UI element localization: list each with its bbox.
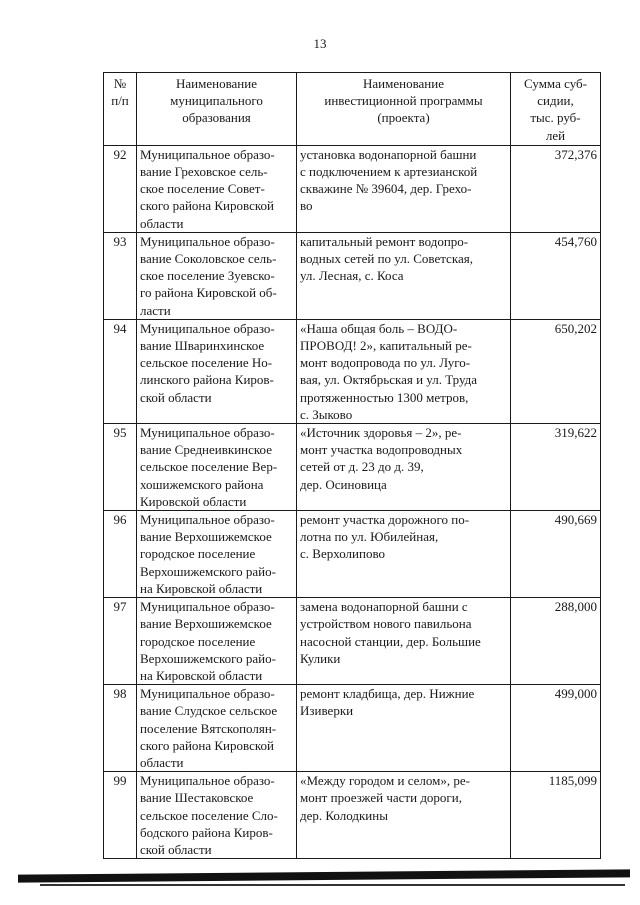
text-line: ское поселение Зуевско-: [140, 268, 275, 284]
text-line: вание Соколовское сель-: [140, 251, 277, 267]
text-line: поселение Вятскополян-: [140, 720, 277, 736]
table-row: [104, 424, 601, 511]
text-line: вание Греховское сель-: [140, 164, 268, 180]
table-row: [104, 145, 601, 232]
text-line: области: [140, 754, 184, 770]
text-line: (проекта): [377, 110, 430, 126]
text-line: сельское поселение Вер-: [140, 459, 278, 475]
header-sum: [511, 73, 601, 146]
text-line: ской области: [140, 841, 212, 857]
text-line: Кулики: [300, 650, 341, 666]
subsidy-amount: 499,000: [511, 685, 601, 772]
text-line: на Кировской области: [140, 580, 263, 596]
table-row: [104, 511, 601, 598]
text-line: Муниципальное образо-: [140, 146, 275, 162]
program-cell: [297, 772, 511, 859]
row-number: 96: [104, 511, 137, 598]
table-row: [104, 232, 601, 319]
text-line: дер. Колодкины: [300, 807, 388, 823]
text-line: Верхошижемского райо-: [140, 563, 276, 579]
footer-rule-thin: [40, 884, 625, 886]
text-line: Наименование: [176, 76, 257, 91]
text-line: на Кировской области: [140, 667, 263, 683]
text-line: «Между городом и селом», ре-: [300, 773, 470, 789]
text-line: сидии,: [537, 93, 574, 109]
text-line: ское поселение Совет-: [140, 181, 265, 197]
text-line: водных сетей по ул. Советская,: [300, 251, 473, 267]
program-cell: [297, 232, 511, 319]
subsidy-table: [103, 72, 601, 859]
text-line: вание Верхошижемское: [140, 616, 272, 632]
subsidy-amount: 1185,099: [511, 772, 601, 859]
text-line: лей: [545, 127, 566, 143]
text-line: Муниципальное образо-: [140, 320, 275, 336]
text-line: Изиверки: [300, 703, 354, 719]
text-line: во: [300, 198, 313, 214]
text-line: Сумма суб-: [524, 76, 587, 91]
text-line: образования: [182, 110, 251, 126]
text-line: ласти: [140, 302, 171, 318]
row-number: 97: [104, 598, 137, 685]
subsidy-amount: 650,202: [511, 319, 601, 423]
text-line: Кировской области: [140, 493, 247, 509]
text-line: городское поселение: [140, 546, 256, 562]
text-line: Муниципальное образо-: [140, 233, 275, 249]
program-cell: [297, 145, 511, 232]
table-row: [104, 685, 601, 772]
table-row: [104, 319, 601, 423]
text-line: вание Шваринхинское: [140, 338, 265, 354]
text-line: го района Кировской об-: [140, 285, 277, 301]
text-line: насосной станции, дер. Большие: [300, 633, 481, 649]
subsidy-amount: 454,760: [511, 232, 601, 319]
text-line: «Источник здоровья – 2», ре-: [300, 425, 462, 441]
table-body: [104, 145, 601, 858]
program-cell: [297, 511, 511, 598]
text-line: установка водонапорной башни: [300, 146, 477, 162]
municipality-cell: [137, 511, 297, 598]
text-line: ского района Кировской: [140, 737, 274, 753]
text-line: скважине № 39604, дер. Грехо-: [300, 181, 472, 197]
text-line: протяженностью 1300 метров,: [300, 389, 469, 405]
text-line: инвестиционной программы: [324, 93, 483, 109]
text-line: вание Слудское сельское: [140, 703, 278, 719]
text-line: хошижемского района: [140, 476, 264, 492]
footer-rule: [18, 869, 630, 882]
text-line: с подключением к артезианской: [300, 164, 478, 180]
table-row: [104, 598, 601, 685]
row-number: 99: [104, 772, 137, 859]
text-line: сетей от д. 23 до д. 39,: [300, 459, 424, 475]
text-line: ПРОВОД! 2», капитальный ре-: [300, 338, 472, 354]
text-line: муниципального: [170, 93, 263, 109]
text-line: монт участка водопроводных: [300, 442, 463, 458]
text-line: Муниципальное образо-: [140, 425, 275, 441]
text-line: п/п: [111, 93, 129, 109]
municipality-cell: [137, 319, 297, 423]
text-line: капитальный ремонт водопро-: [300, 233, 469, 249]
header-num: [104, 73, 137, 146]
municipality-cell: [137, 232, 297, 319]
header-municipality: [137, 73, 297, 146]
header-program: [297, 73, 511, 146]
text-line: лотна по ул. Юбилейная,: [300, 529, 439, 545]
row-number: 92: [104, 145, 137, 232]
municipality-cell: [137, 772, 297, 859]
text-line: №: [113, 76, 127, 91]
row-number: 94: [104, 319, 137, 423]
text-line: бодского района Киров-: [140, 824, 273, 840]
page-number: 13: [313, 36, 327, 51]
text-line: вая, ул. Октябрьская и ул. Труда: [300, 372, 478, 388]
text-line: ремонт участка дорожного по-: [300, 512, 470, 528]
text-line: Муниципальное образо-: [140, 773, 275, 789]
text-line: Муниципальное образо-: [140, 686, 275, 702]
text-line: Муниципальное образо-: [140, 512, 275, 528]
program-cell: [297, 319, 511, 423]
subsidy-amount: 372,376: [511, 145, 601, 232]
row-number: 93: [104, 232, 137, 319]
text-line: городское поселение: [140, 633, 256, 649]
text-line: ремонт кладбища, дер. Нижние: [300, 686, 475, 702]
text-line: замена водонапорной башни с: [300, 599, 468, 615]
text-line: «Наша общая боль – ВОДО-: [300, 320, 458, 336]
program-cell: [297, 598, 511, 685]
text-line: области: [140, 215, 184, 231]
text-line: сельское поселение Сло-: [140, 807, 278, 823]
text-line: вание Шестаковское: [140, 790, 254, 806]
row-number: 95: [104, 424, 137, 511]
program-cell: [297, 685, 511, 772]
text-line: Наименование: [363, 76, 444, 91]
text-line: ул. Лесная, с. Коса: [300, 268, 404, 284]
subsidy-amount: 288,000: [511, 598, 601, 685]
text-line: линского района Киров-: [140, 372, 274, 388]
text-line: устройством нового павильона: [300, 616, 472, 632]
row-number: 98: [104, 685, 137, 772]
text-line: дер. Осиновица: [300, 476, 387, 492]
text-line: вание Среднеивкинское: [140, 442, 272, 458]
municipality-cell: [137, 685, 297, 772]
text-line: монт проезжей части дороги,: [300, 790, 462, 806]
text-line: вание Верхошижемское: [140, 529, 272, 545]
text-line: тыс. руб-: [530, 110, 581, 126]
text-line: ского района Кировской: [140, 198, 274, 214]
text-line: с. Зыково: [300, 406, 353, 422]
municipality-cell: [137, 424, 297, 511]
text-line: сельское поселение Но-: [140, 355, 273, 371]
table-row: [104, 772, 601, 859]
table-header-row: [104, 73, 601, 146]
program-cell: [297, 424, 511, 511]
text-line: монт водопровода по ул. Луго-: [300, 355, 471, 371]
subsidy-amount: 319,622: [511, 424, 601, 511]
text-line: с. Верхолипово: [300, 546, 385, 562]
municipality-cell: [137, 145, 297, 232]
text-line: ской области: [140, 389, 212, 405]
text-line: Муниципальное образо-: [140, 599, 275, 615]
municipality-cell: [137, 598, 297, 685]
subsidy-amount: 490,669: [511, 511, 601, 598]
text-line: Верхошижемского райо-: [140, 650, 276, 666]
